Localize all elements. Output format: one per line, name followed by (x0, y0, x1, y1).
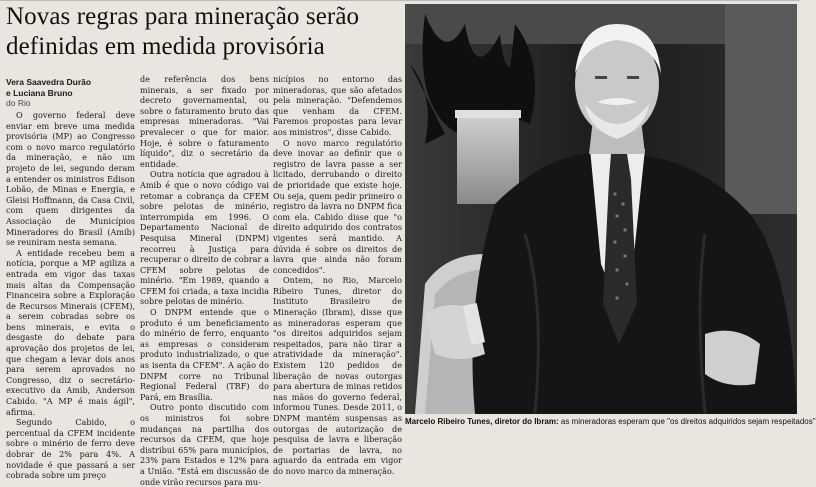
paragraph: A entidade recebeu bem a notícia, porque a MP agiliza a entrada em vigor das taxas mais altas da Compensação Financeira sobre a Exploração de Recursos Minerais (CFEM), a serem cobradas sobre os bens minerais, e evita o desgaste do debate para aprovação dos projetos de lei, que chegam a levar dois anos para serem aprovados no Congresso, diz o secretário-executivo da Amib, Anderson Cabido. "A MP é mais ágil", afirma. (6, 247, 135, 417)
portrait-photo (405, 4, 797, 414)
paragraph: Segundo Cabido, o percentual da CFEM incidente sobre o minério de ferro deve dobrar de 2% para 4%. A novidade é que passará a ser cobrada sobre um preço (6, 417, 135, 481)
caption-text: as mineradoras esperam que "os direitos adquiridos sejam respeitados" (558, 417, 816, 426)
photo-caption (405, 416, 816, 428)
paragraph: O novo marco regulatório deve inovar ao definir que o registro de lavra passe a ser licitado, derrubando o direito de prioridade que existe hoje. Ou seja, quem pedir primeiro o registro da lavra no DNPM fica com ela. Cabido disse que "o direito adquirido dos contratos vigentes será mantido. A dúvida é sobre os direitos de lavra que ainda não foram concedidos". (273, 137, 402, 275)
byline-author-1: Vera Saavedra Durão (6, 77, 92, 87)
paragraph: Outro ponto discutido com os ministros foi sobre mudanças na partilha dos recursos da CFEM, que hoje distribui 65% para municípios, 23% para Estados e 12% para a União. "Está em discussão de onde virão recursos para mu- (140, 402, 269, 487)
byline (6, 77, 136, 109)
caption-name: Marcelo Ribeiro Tunes, diretor do Ibram: (405, 417, 559, 426)
headline: Novas regras para mineração serão definidas em medida provisória (6, 3, 360, 60)
paragraph: O governo federal deve enviar em breve uma medida provisória (MP) ao Congresso com o novo marco regulatório da mineração, e não um projeto de lei, segundo deram a entender os ministros Edison Lobão, de Minas e Energia, e Gleisi Hoffmann, da Casa Civil, com quem dirigentes da Associação de Municípios Mineradores do Brasil (Amib) se reuniram nesta semana. (6, 110, 135, 248)
top-rule (0, 0, 800, 1)
byline-location: do Rio (6, 98, 31, 108)
paragraph: de referência dos bens minerais, a ser fixado por decreto governamental, ou sobre o faturamento bruto das empresas mineradoras. "Vai prevalecer o que for maior. Hoje, é sobre o faturamento líquido", diz o secretário da entidade. (140, 74, 269, 169)
portrait-illustration (405, 4, 797, 414)
article-column-2 (140, 74, 269, 487)
paragraph: O DNPM entende que o produto é um beneficiamento do minério de ferro, enquanto as empresas o consideram produto industrializado, o que as isenta da CFEM". A ação do DNPM corre no Tribunal Regional Federal (TRF) do Pará, em Brasília. (140, 307, 269, 402)
paragraph: Outra notícia que agradou à Amib é que o novo código vai retomar a cobrança da CFEM sobre pelotas de minério, interrompida em 1996. O Departamento Nacional de Pesquisa Mineral (DNPM) recorreu à Justiça para recuperar o direito de cobrar a CFEM sobre pelotas de minério. "Em 1989, quando a CFEM foi criada, a taxa incidia sobre pelotas de minério. (140, 169, 269, 307)
article-column-1 (6, 110, 135, 481)
paragraph: Ontem, no Rio, Marcelo Ribeiro Tunes, diretor do Instituto Brasileiro de Mineração (Ibram), disse que as mineradoras esperam que "os direitos adquiridos sejam respeitados, para não tirar a atratividade da mineração". Existem 120 pedidos de liberação de novas outorgas para abertura de minas retidos nas mãos do governo federal, informou Tunes. Desde 2011, o DNPM mantém suspensas as outorgas de autorização de pesquisa de lavra e liberação de portarias de lavra, no aguardo da entrada em vigor do novo marco da mineração. (273, 275, 402, 476)
byline-author-2: e Luciana Bruno (6, 87, 73, 98)
article-column-3 (273, 74, 402, 476)
paragraph: nicípios no entorno das mineradoras, que são afetados pela mineração. "Defendemos que venham da CFEM. Faremos propostas para levar aos ministros", disse Cabido. (273, 74, 402, 137)
